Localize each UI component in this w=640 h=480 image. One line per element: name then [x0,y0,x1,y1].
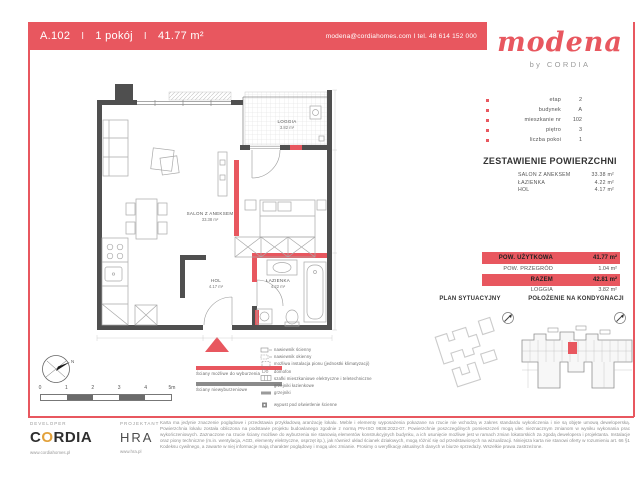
wall-legend: Ściany możliwe do wyburzenia Ściany niewyburzeniowe [196,366,282,392]
designer-block [120,421,158,454]
footer-divider [28,416,634,418]
compass-icon [40,352,78,388]
scale-bar-segments [40,394,172,401]
info-row: budynek A [486,105,582,115]
legend-item: szafki mieszkaniowe elektryczne i teletechniczne [260,376,372,381]
areas-room-list [518,172,614,195]
balcony-door-sill [250,147,280,149]
legend-item: możliwa instalacja pionu (jednostki klimatyzacji) [260,361,372,366]
scale-bar: 0 1 2 3 4 5m [40,385,172,403]
area-row: SALON Z ANEKSEM 33.38 m² [518,172,614,178]
separator: I [81,30,85,42]
unit-info [486,95,582,145]
svg-text:N: N [71,359,75,364]
intercom-icon [260,368,274,374]
red-bullet-icon [486,139,489,142]
window [137,100,231,106]
legal-disclaimer: Karta ma jedynie znaczenie poglądowe i przedstawia przykładową aranżację lokalu. Meble i elementy wyposażenia pokazane na rzucie nie wchodzą w zakres standardu wykończenia i nie są objęte umową deweloperską. Powierzchnia lokalu została obliczona na podstawie projektu budowlanego zgodnie z normą PN-ISO 9836:2022-07. Powierzchnie poszczególnych pomieszczeń mogą ulec nieznacznym zmianom w wyniku wykonania prac wykończeniowych. Zaznaczone na rzucie ściany możliwe do wyburzenia nie stanowią elementów konstrukcyjnych budynku, a ich usunięcie możliwe jest w ramach zmian lokatorskich za zgodą dewelopera i projektanta. Instalacje oraz piony techniczne (m.in. wentylacja, AGD, elementy elektryczne, osprzęt itp.), jak również układ ścianek działowych, mogą różnić się od przedstawionych na wizualizacji. Niniejsza karta nie stanowi oferty w rozumieniu art. 66 §1 Kodeksu cywilnego, a zawarte w niej informacje mają charakter poglądowy i mogą ulec zmianie. Prosimy o weryfikację aktualnych danych w biurze sprzedaży. Wszelkie prawa zastrzeżone. [160,420,630,450]
highlighted-unit [568,342,577,354]
contact-info: modena@cordiahomes.com I tel. 48 614 152 000 [325,32,477,40]
legend-item: nawiewnik ścienny [260,347,372,352]
radiator-icon [260,390,274,396]
unit-number: A.102 [40,30,71,42]
wall-light-outlet-icon [260,402,274,408]
red-bullet-icon [486,109,489,112]
window-vent-icon [260,354,274,360]
red-bullet-icon [486,119,489,122]
room-label-salon: SALON Z ANEKSEM 33.38 m² [186,211,234,222]
designer-url: www.hra.pl [120,449,142,454]
brand-name: modena [497,27,623,58]
legend-item: grzejniki [260,390,372,395]
info-row: liczba pokoi 1 [486,135,582,145]
summary-row-partitions: POW. PRZEGRÓD 1.04 m² [503,265,617,272]
designer-label: PROJEKTANT [120,421,160,426]
unit-summary [40,30,204,42]
cordia-logo: CORDIA [30,429,93,446]
summary-row-useful-area: POW. UŻYTKOWA 41.77 m² [482,252,620,264]
area-row: HOL 4.17 m² [518,187,614,193]
door-swings [204,150,283,325]
window-blind-band [169,92,231,100]
room-label-hol: HOL 4.17 m² [208,278,224,289]
info-row: mieszkanie nr 102 [486,115,582,125]
summary-row-loggia: LOGGIA 3.82 m² [530,287,617,294]
ac-riser-icon [260,361,274,367]
area-summary-table [482,252,620,295]
site-plan-title: PLAN SYTUACYJNY [439,296,501,302]
summary-row-total: RAZEM 42.81 m² [482,274,620,286]
legend-item: nawiewnik okienny [260,354,372,359]
entrance-arrow-icon [205,337,229,352]
bathroom-radiator-icon [260,382,274,388]
north-arrow-icon [615,313,626,324]
brand-logo [493,27,627,69]
cordia-logo-o: O [41,429,54,446]
info-row: etap 2 [486,95,582,105]
utility-cabinet-icon [260,375,274,381]
header-bar [28,22,487,50]
north-arrow-icon [503,313,514,324]
symbol-legend [260,347,372,397]
room-label-lazienka: ŁAZIENKA 4.22 m² [265,278,291,289]
separator: I [143,30,148,42]
legend-item-extra: wypust pod oświetlenie ścienne [260,402,337,407]
floor-location-title: POŁOŻENIE NA KONDYGNACJI [528,296,624,302]
frame-border-left [28,22,30,417]
area-row: ŁAZIENKA 4.22 m² [518,179,614,186]
svg-text:Do: Do [262,369,269,375]
developer-url: www.cordiahomes.pl [30,450,71,455]
developer-block [30,421,114,455]
red-bullet-icon [486,99,489,102]
red-bullet-icon [486,129,489,132]
legend-item: grzejniki łazienkowe [260,383,372,388]
developer-label: DEVELOPER [30,421,67,426]
hra-logo: HRA [120,430,154,445]
brand-byline: by CORDIA [529,60,591,70]
room-label-loggia: LOGGIA 3.82 m² [277,119,297,130]
rooms-count: 1 pokój [95,30,133,42]
unit-area: 41.77 m² [158,30,204,42]
floor-position-map [520,310,634,394]
areas-title: ZESTAWIENIE POWIERZCHNI [483,156,617,166]
wall-vent-icon [260,347,274,353]
site-plan-map [428,306,516,396]
legend-item: Do domofon [262,368,292,375]
info-row: piętro 3 [486,125,582,135]
